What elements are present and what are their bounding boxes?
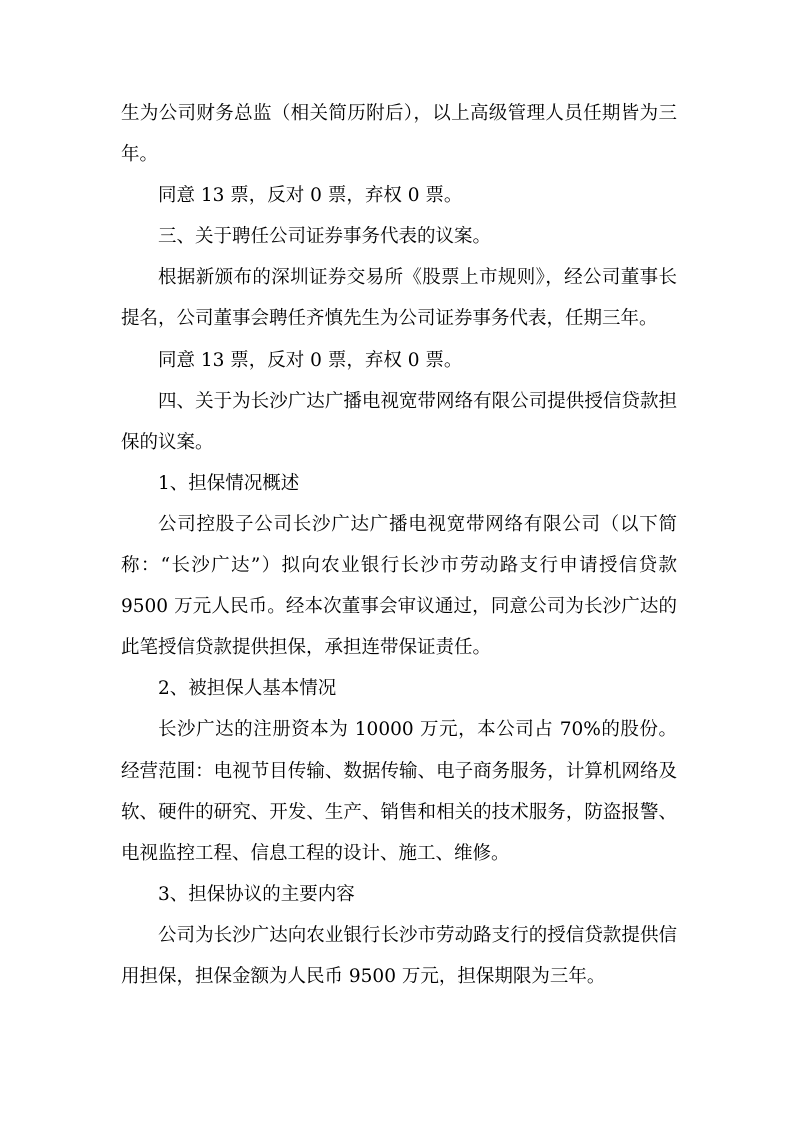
paragraph-body: 根据新颁布的深圳证券交易所《股票上市规则》，经公司董事长提名，公司董事会聘任齐慎先生为公司证券事务代表，任期三年。 xyxy=(121,267,677,330)
paragraph-section-heading: 四、关于为长沙广达广播电视宽带网络有限公司提供授信贷款担保的议案。 xyxy=(121,390,677,453)
paragraph-body: 长沙广达的注册资本为 10000 万元，本公司占 70%的股份。经营范围：电视节目传输、数据传输、电子商务服务，计算机网络及软、硬件的研究、开发、生产、销售和相关的技术服务，防盗报警、电视监控工程、信息工程的设计、施工、维修。 xyxy=(121,719,677,864)
document-body xyxy=(121,93,677,997)
paragraph-vote-result: 同意 13 票，反对 0 票，弃权 0 票。 xyxy=(158,349,463,371)
paragraph-body: 公司为长沙广达向农业银行长沙市劳动路支行的授信贷款提供信用担保，担保金额为人民币 9500 万元，担保期限为三年。 xyxy=(121,924,677,987)
paragraph-section-heading: 三、关于聘任公司证券事务代表的议案。 xyxy=(158,226,492,248)
paragraph-continuation: 生为公司财务总监（相关简历附后），以上高级管理人员任期皆为三年。 xyxy=(121,103,677,166)
paragraph-vote-result: 同意 13 票，反对 0 票，弃权 0 票。 xyxy=(158,185,463,207)
paragraph-body: 公司控股子公司长沙广达广播电视宽带网络有限公司（以下简称：“长沙广达”）拟向农业银行长沙市劳动路支行申请授信贷款 9500 万元人民币。经本次董事会审议通过，同意公司为长沙广达的此笔授信贷款提供担保，承担连带保证责任。 xyxy=(121,513,677,659)
paragraph-subheading: 3、担保协议的主要内容 xyxy=(158,883,355,905)
paragraph-subheading: 2、被担保人基本情况 xyxy=(158,678,337,700)
paragraph-subheading: 1、担保情况概述 xyxy=(158,472,300,494)
